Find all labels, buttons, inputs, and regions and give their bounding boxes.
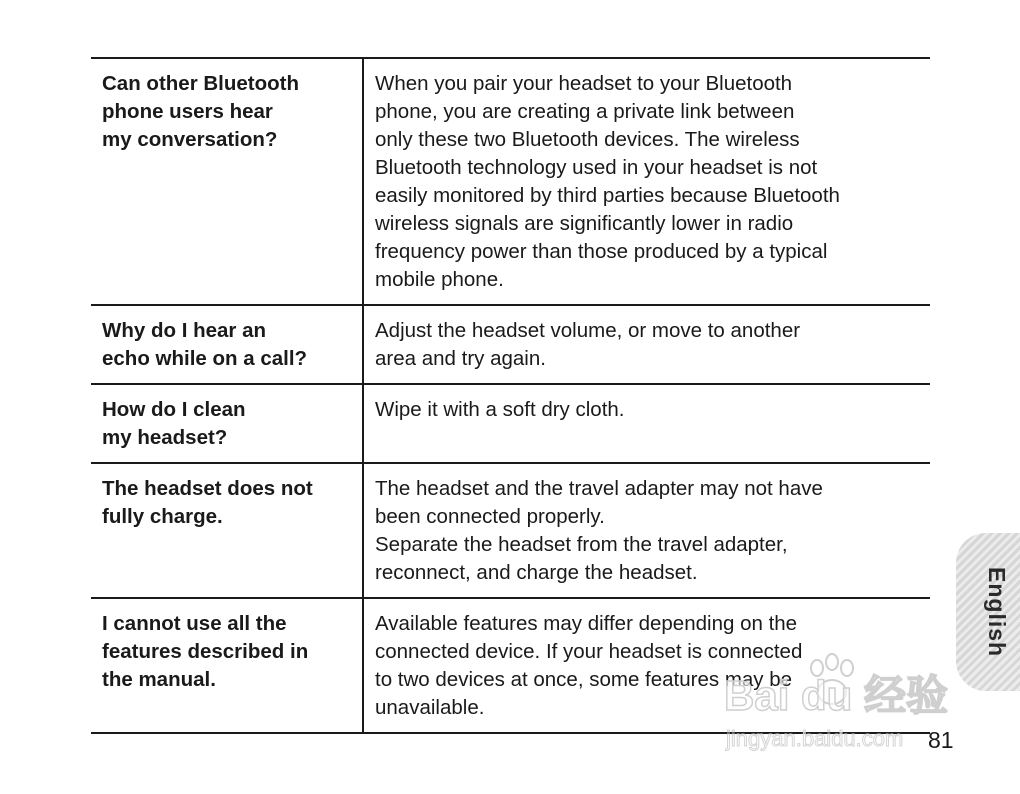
question-line: features described in: [102, 640, 309, 663]
answer-line: unavailable.: [375, 696, 485, 719]
answer-line: reconnect, and charge the headset.: [375, 561, 698, 584]
answer-line: The headset and the travel adapter may not have: [375, 477, 823, 500]
answer-line: easily monitored by third parties because Bluetooth: [375, 184, 840, 207]
answer-line: connected device. If your headset is connected: [375, 640, 803, 663]
language-tab-label: English: [984, 567, 1010, 658]
faq-table: [91, 57, 930, 734]
answer-line: Adjust the headset volume, or move to another: [375, 319, 801, 342]
faq-answer: [363, 598, 930, 733]
answer-line: When you pair your headset to your Bluetooth: [375, 72, 793, 95]
faq-question: [91, 598, 363, 733]
question-line: I cannot use all the: [102, 612, 287, 635]
question-line: my conversation?: [102, 128, 278, 151]
watermark-url-text: jingyan.baidu.com: [726, 726, 904, 751]
answer-line: Bluetooth technology used in your headset is not: [375, 156, 818, 179]
answer-line: Available features may differ depending on the: [375, 612, 798, 635]
faq-question: [91, 305, 363, 384]
question-line: echo while on a call?: [102, 347, 308, 370]
answer-line: frequency power than those produced by a typical: [375, 240, 828, 263]
question-line: the manual.: [102, 668, 216, 691]
answer-line: Separate the headset from the travel adapter,: [375, 533, 788, 556]
faq-question: [91, 58, 363, 305]
faq-row: [91, 305, 930, 384]
answer-line: to two devices at once, some features may be: [375, 668, 793, 691]
faq-row: [91, 384, 930, 463]
question-line: my headset?: [102, 426, 228, 449]
faq-answer: [363, 305, 930, 384]
question-line: Can other Bluetooth: [102, 72, 300, 95]
page-number: 81: [928, 727, 954, 753]
watermark-logo-text: Bai du 经验: [724, 672, 949, 719]
question-line: fully charge.: [102, 505, 223, 528]
faq-answer: [363, 463, 930, 598]
answer-line: phone, you are creating a private link between: [375, 100, 795, 123]
faq-answer: [363, 58, 930, 305]
answer-line: Wipe it with a soft dry cloth.: [375, 398, 625, 421]
question-line: The headset does not: [102, 477, 313, 500]
question-line: How do I clean: [102, 398, 246, 421]
answer-line: area and try again.: [375, 347, 546, 370]
faq-question: [91, 384, 363, 463]
answer-line: only these two Bluetooth devices. The wireless: [375, 128, 800, 151]
question-line: Why do I hear an: [102, 319, 267, 342]
faq-row: [91, 463, 930, 598]
faq-answer: [363, 384, 930, 463]
answer-line: wireless signals are significantly lower in radio: [375, 212, 794, 235]
answer-line: mobile phone.: [375, 268, 504, 291]
faq-row: [91, 598, 930, 733]
question-line: phone users hear: [102, 100, 273, 123]
faq-row: [91, 58, 930, 305]
answer-line: been connected properly.: [375, 505, 605, 528]
faq-question: [91, 463, 363, 598]
